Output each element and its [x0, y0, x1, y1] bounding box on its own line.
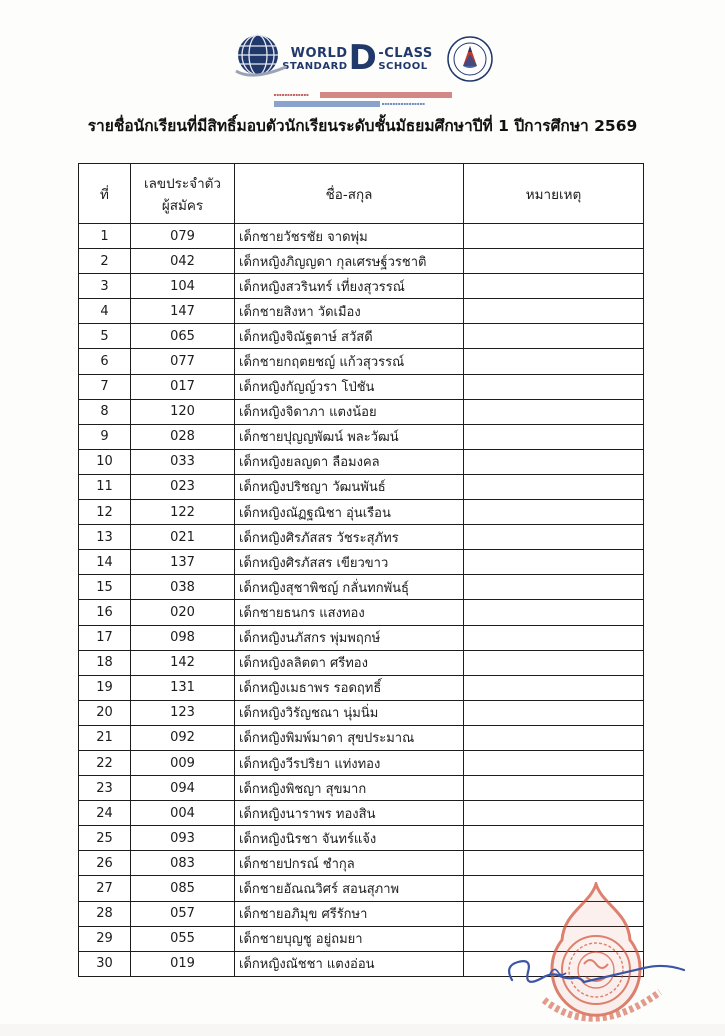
remark-cell	[464, 474, 644, 499]
table-row	[79, 424, 644, 449]
remark-cell	[464, 675, 644, 700]
applicant-id-cell: 019	[131, 951, 235, 976]
remark-cell	[464, 600, 644, 625]
table-row	[79, 901, 644, 926]
logo-banner	[274, 91, 452, 109]
student-name-cell: เด็กหญิงพิชญา สุขมาก	[235, 776, 464, 801]
world-class-wordmark	[282, 38, 433, 79]
student-table-body	[79, 224, 644, 977]
row-number-cell: 19	[79, 675, 131, 700]
table-row	[79, 550, 644, 575]
applicant-id-cell: 131	[131, 675, 235, 700]
student-name-cell: เด็กชายอัณณวิศร์ สอนสุภาพ	[235, 876, 464, 901]
logo-word-world: WORLD	[290, 45, 348, 61]
remark-cell	[464, 449, 644, 474]
remark-cell	[464, 224, 644, 249]
banner-red-bar	[320, 92, 452, 98]
applicant-id-cell: 077	[131, 349, 235, 374]
remark-cell	[464, 625, 644, 650]
table-header-row	[79, 164, 644, 224]
student-name-cell: เด็กหญิงลลิตตา ศรีทอง	[235, 650, 464, 675]
header-remark: หมายเหตุ	[464, 164, 644, 224]
table-row	[79, 600, 644, 625]
applicant-id-cell: 123	[131, 700, 235, 725]
applicant-id-cell: 122	[131, 500, 235, 525]
applicant-id-cell: 083	[131, 851, 235, 876]
applicant-id-cell: 055	[131, 926, 235, 951]
applicant-id-cell: 017	[131, 374, 235, 399]
remark-cell	[464, 500, 644, 525]
table-row	[79, 801, 644, 826]
applicant-id-cell: 009	[131, 750, 235, 775]
student-name-cell: เด็กหญิงนภัสกร พุ่มพฤกษ์	[235, 625, 464, 650]
table-row	[79, 500, 644, 525]
table-row	[79, 249, 644, 274]
row-number-cell: 13	[79, 525, 131, 550]
student-name-cell: เด็กหญิงปริชญา วัฒนพันธ์	[235, 474, 464, 499]
row-number-cell: 29	[79, 926, 131, 951]
applicant-id-cell: 021	[131, 525, 235, 550]
applicant-id-cell: 079	[131, 224, 235, 249]
logo-word-school: SCHOOL	[378, 60, 428, 72]
table-row	[79, 575, 644, 600]
row-number-cell: 23	[79, 776, 131, 801]
student-name-cell: เด็กหญิงศิรภัสสร เขียวขาว	[235, 550, 464, 575]
student-name-cell: เด็กหญิงณัชชา แตงอ่อน	[235, 951, 464, 976]
applicant-id-cell: 092	[131, 725, 235, 750]
row-number-cell: 30	[79, 951, 131, 976]
row-number-cell: 21	[79, 725, 131, 750]
row-number-cell: 22	[79, 750, 131, 775]
remark-cell	[464, 374, 644, 399]
student-name-cell: เด็กหญิงจิดาภา แตงน้อย	[235, 399, 464, 424]
header-applicant-id-line2: ผู้สมัคร	[161, 197, 204, 214]
remark-cell	[464, 776, 644, 801]
row-number-cell: 3	[79, 274, 131, 299]
remark-cell	[464, 750, 644, 775]
row-number-cell: 15	[79, 575, 131, 600]
table-row	[79, 274, 644, 299]
table-row	[79, 700, 644, 725]
header-applicant-id	[131, 164, 235, 224]
applicant-id-cell: 004	[131, 801, 235, 826]
table-row	[79, 625, 644, 650]
row-number-cell: 25	[79, 826, 131, 851]
header-name: ชื่อ-สกุล	[235, 164, 464, 224]
remark-cell	[464, 650, 644, 675]
remark-cell	[464, 951, 644, 976]
student-name-cell: เด็กชายปุญญพัฒน์ พละวัฒน์	[235, 424, 464, 449]
row-number-cell: 24	[79, 801, 131, 826]
table-row	[79, 876, 644, 901]
applicant-id-cell: 147	[131, 299, 235, 324]
applicant-id-cell: 020	[131, 600, 235, 625]
row-number-cell: 7	[79, 374, 131, 399]
student-name-cell: เด็กหญิงนิรชา จันทร์แจ้ง	[235, 826, 464, 851]
remark-cell	[464, 550, 644, 575]
student-name-cell: เด็กชายธนกร แสงทอง	[235, 600, 464, 625]
row-number-cell: 17	[79, 625, 131, 650]
student-name-cell: เด็กหญิงนาราพร ทองสิน	[235, 801, 464, 826]
applicant-id-cell: 104	[131, 274, 235, 299]
row-number-cell: 6	[79, 349, 131, 374]
student-name-cell: เด็กชายวัชรชัย จาดพุ่ม	[235, 224, 464, 249]
applicant-id-cell: 057	[131, 901, 235, 926]
table-row	[79, 776, 644, 801]
applicant-id-cell: 033	[131, 449, 235, 474]
row-number-cell: 1	[79, 224, 131, 249]
student-name-cell: เด็กหญิงวีรปริยา แท่งทอง	[235, 750, 464, 775]
applicant-id-cell: 023	[131, 474, 235, 499]
remark-cell	[464, 725, 644, 750]
row-number-cell: 8	[79, 399, 131, 424]
page-title: รายชื่อนักเรียนที่มีสิทธิ์มอบตัวนักเรียนระดับชั้นมัธยมศึกษาปีที่ 1 ปีการศึกษา 2569	[87, 117, 638, 135]
remark-cell	[464, 399, 644, 424]
table-row	[79, 826, 644, 851]
row-number-cell: 27	[79, 876, 131, 901]
remark-cell	[464, 249, 644, 274]
table-row	[79, 349, 644, 374]
remark-cell	[464, 349, 644, 374]
student-name-cell: เด็กหญิงพิมพ์มาดา สุขประมาณ	[235, 725, 464, 750]
table-row	[79, 474, 644, 499]
logo-word-standard: STANDARD	[282, 60, 348, 72]
table-row	[79, 224, 644, 249]
remark-cell	[464, 700, 644, 725]
student-table	[78, 163, 644, 977]
row-number-cell: 2	[79, 249, 131, 274]
banner-thai-caption: ▪▪▪▪▪▪▪▪▪▪▪▪▪	[273, 92, 309, 97]
student-name-cell: เด็กหญิงสุชาพิชญ์ กลั่นทกพันธุ์	[235, 575, 464, 600]
banner-english-caption: ▪▪▪▪▪▪▪▪▪▪▪▪▪▪▪▪	[381, 101, 425, 106]
applicant-id-cell: 120	[131, 399, 235, 424]
applicant-id-cell: 142	[131, 650, 235, 675]
header-no: ที่	[79, 164, 131, 224]
remark-cell	[464, 575, 644, 600]
row-number-cell: 10	[79, 449, 131, 474]
school-emblem-icon	[447, 36, 493, 82]
student-name-cell: เด็กหญิงยลญดา ลือมงคล	[235, 449, 464, 474]
student-name-cell: เด็กหญิงจิณัฐตาษ์ สวัสดี	[235, 324, 464, 349]
student-name-cell: เด็กชายบุญชู อยู่ถมยา	[235, 926, 464, 951]
table-row	[79, 725, 644, 750]
row-number-cell: 26	[79, 851, 131, 876]
remark-cell	[464, 299, 644, 324]
table-row	[79, 299, 644, 324]
globe-icon	[232, 33, 290, 85]
table-row	[79, 750, 644, 775]
student-name-cell: เด็กหญิงวิรัญชณา นุ่มนิ่ม	[235, 700, 464, 725]
row-number-cell: 18	[79, 650, 131, 675]
banner-blue-bar	[274, 101, 380, 107]
student-name-cell: เด็กหญิงสวรินทร์ เที่ยงสุวรรณ์	[235, 274, 464, 299]
row-number-cell: 9	[79, 424, 131, 449]
remark-cell	[464, 525, 644, 550]
student-name-cell: เด็กชายปกรณ์ ชำกุล	[235, 851, 464, 876]
applicant-id-cell: 028	[131, 424, 235, 449]
row-number-cell: 14	[79, 550, 131, 575]
applicant-id-cell: 042	[131, 249, 235, 274]
table-row	[79, 374, 644, 399]
row-number-cell: 11	[79, 474, 131, 499]
table-row	[79, 951, 644, 976]
student-name-cell: เด็กหญิงกัญญ์วรา โป่ชัน	[235, 374, 464, 399]
logo-big-d: D	[348, 38, 378, 79]
student-name-cell: เด็กหญิงณัฏฐณิชา อุ่นเรือน	[235, 500, 464, 525]
applicant-id-cell: 038	[131, 575, 235, 600]
applicant-id-cell: 094	[131, 776, 235, 801]
remark-cell	[464, 876, 644, 901]
remark-cell	[464, 801, 644, 826]
student-name-cell: เด็กหญิงภิญญดา กุลเศรษฐ์วรชาติ	[235, 249, 464, 274]
applicant-id-cell: 085	[131, 876, 235, 901]
remark-cell	[464, 424, 644, 449]
header-applicant-id-line1: เลขประจำตัว	[143, 175, 222, 192]
school-logo-block	[0, 33, 725, 109]
row-number-cell: 28	[79, 901, 131, 926]
applicant-id-cell: 137	[131, 550, 235, 575]
row-number-cell: 16	[79, 600, 131, 625]
table-row	[79, 650, 644, 675]
remark-cell	[464, 324, 644, 349]
remark-cell	[464, 851, 644, 876]
student-name-cell: เด็กหญิงศิรภัสสร วัชระสุภัทร	[235, 525, 464, 550]
student-name-cell: เด็กหญิงเมธาพร รอดฤทธิ์	[235, 675, 464, 700]
table-row	[79, 399, 644, 424]
table-row	[79, 525, 644, 550]
remark-cell	[464, 274, 644, 299]
table-row	[79, 324, 644, 349]
row-number-cell: 12	[79, 500, 131, 525]
student-name-cell: เด็กชายกฤตยชญ์ แก้วสุวรรณ์	[235, 349, 464, 374]
table-row	[79, 926, 644, 951]
row-number-cell: 20	[79, 700, 131, 725]
applicant-id-cell: 093	[131, 826, 235, 851]
student-name-cell: เด็กชายสิงหา วัดเมือง	[235, 299, 464, 324]
row-number-cell: 4	[79, 299, 131, 324]
student-name-cell: เด็กชายอภิมุข ศรีรักษา	[235, 901, 464, 926]
remark-cell	[464, 926, 644, 951]
table-row	[79, 675, 644, 700]
table-row	[79, 851, 644, 876]
table-row	[79, 449, 644, 474]
remark-cell	[464, 901, 644, 926]
applicant-id-cell: 065	[131, 324, 235, 349]
applicant-id-cell: 098	[131, 625, 235, 650]
remark-cell	[464, 826, 644, 851]
row-number-cell: 5	[79, 324, 131, 349]
logo-word-class: -CLASS	[378, 45, 433, 61]
